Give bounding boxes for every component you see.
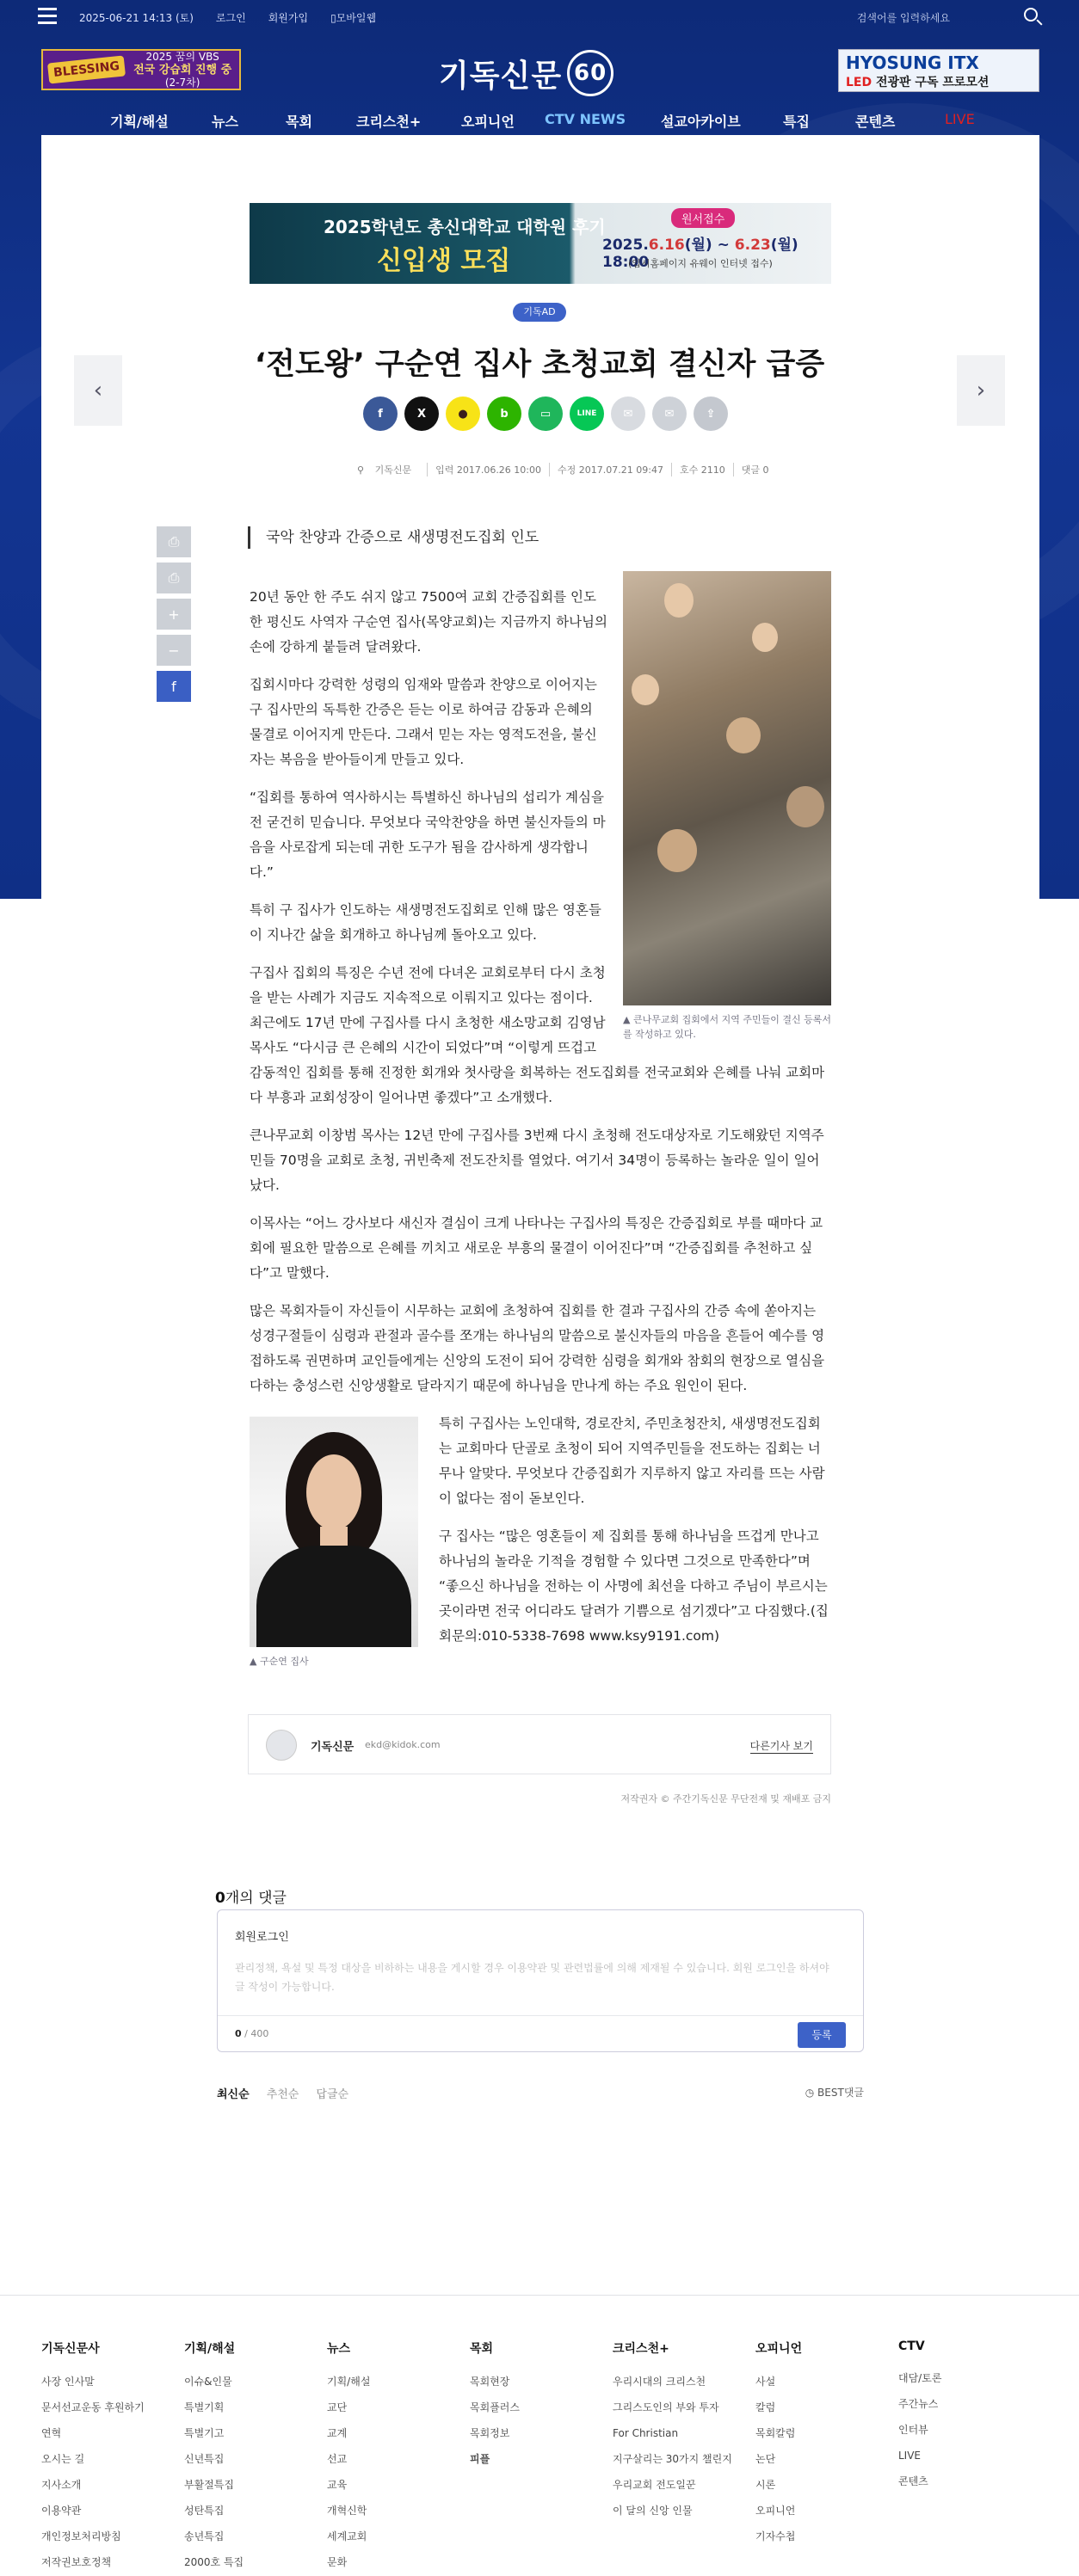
footer-link[interactable]: 교단 — [327, 2401, 348, 2413]
article-tools — [157, 526, 191, 707]
paragraph: 많은 목회자들이 자신들이 시무하는 교회에 초청하여 집회를 한 결과 구집사의 간증 속에 쏟아지는 성경구절들이 심령과 관절과 골수를 쪼개는 하나님의 말씀으로 불신자들의 마음을 흔들어 예수를 영접하도록 권면하며 교인들에게는 신앙의 도전이 되어 강력한 심령을 회개와 참회의 현장으로 열심을 다하는 충성스런 신앙생활로 달라지기 때문에 하나님을 만나게 하는 주요 원인이 된다. — [250, 1303, 825, 1393]
x-share-icon[interactable]: X — [404, 397, 439, 431]
footer-link[interactable]: 이 달의 신앙 인물 — [613, 2505, 693, 2517]
ad-line1: 2025 꿈의 VBS — [145, 50, 219, 63]
footer-link[interactable]: 시론 — [755, 2479, 776, 2491]
footer-link[interactable]: 성탄특집 — [184, 2505, 225, 2517]
blog-share-icon[interactable]: ▭ — [528, 397, 563, 431]
footer-heading[interactable]: 기독신문사 — [41, 2342, 100, 2356]
share-buttons — [363, 397, 728, 431]
footer-link[interactable]: 우리교회 전도일꾼 — [613, 2479, 696, 2491]
footer-link[interactable]: 논단 — [755, 2453, 776, 2465]
copyright-notice: 저작권자 © 주간기독신문 무단전재 및 재배포 금지 — [620, 1793, 831, 1804]
site-logo[interactable] — [439, 50, 613, 96]
author-email[interactable]: ekd@kidok.com — [365, 1739, 441, 1750]
article-body — [250, 585, 831, 1674]
footer-column — [755, 2339, 898, 2575]
footer-column — [470, 2339, 613, 2575]
nav-item[interactable]: LIVE — [945, 111, 975, 127]
email-share-icon[interactable]: ✉ — [611, 397, 645, 431]
meta-author-name: 기독신문 — [374, 464, 412, 476]
paragraph: 구집사 집회의 특징은 수년 전에 다녀온 교회로부터 다시 초청을 받는 사례가 지금도 지속적으로 이뤄지고 있다는 점이다. 최근에도 17년 만에 구집사를 다시 초청한 새소망교회 김영남 목사도 “다시금 큰 은혜의 시간이 되었다”며 “이렇게 뜨겁고 감동적인 집회를 통해 진정한 회개와 첫사랑을 회복하는 전도집회를 전국교회와 은혜를 나눠 교회마다 부흥과 교회성장이 일어나면 좋겠다”고 소개했다. — [250, 965, 825, 1105]
comment-title-suffix: 개의 댓글 — [225, 1890, 287, 1907]
footer-link[interactable]: 대담/토론 — [898, 2372, 942, 2384]
login-link[interactable]: 로그인 — [215, 12, 246, 24]
next-article-arrow-icon[interactable]: › — [957, 355, 1005, 426]
banner-pill: 원서접수 — [671, 208, 735, 228]
main-navigation — [110, 111, 975, 132]
article-subheading: 국악 찬양과 간증으로 새생명전도집회 인도 — [248, 526, 539, 549]
comment-sort-tabs — [217, 2085, 348, 2101]
logo-text: 기독신문 — [439, 58, 563, 94]
tab-replies[interactable]: 답글순 — [316, 2088, 349, 2101]
submit-comment-button[interactable]: 등록 — [798, 2022, 846, 2048]
footer-link[interactable]: 목회플러스 — [470, 2401, 520, 2413]
portrait-photo — [250, 1417, 418, 1647]
hamburger-menu-icon[interactable] — [38, 8, 57, 25]
footer-heading[interactable]: 크리스천+ — [613, 2342, 669, 2356]
banner-line1: 2025학년도 총신대학교 대학원 후기 — [324, 217, 606, 237]
article-photo-1[interactable] — [623, 571, 831, 1042]
meta-published: 입력 2017.06.26 10:00 — [427, 463, 549, 476]
paragraph: 이목사는 “어느 강사보다 새신자 결심이 크게 나타나는 구집사의 특징은 간증집회로 부를 때마다 교회에 필요한 말씀으로 은혜를 끼치고 새로운 부흥의 물결이 이어진다”며 “간증집회를 추천하고 싶다”고 말했다. — [250, 1215, 823, 1281]
footer-link[interactable]: 인터뷰 — [898, 2424, 928, 2436]
facebook-icon[interactable]: f — [157, 671, 191, 702]
footer-link[interactable]: 지구살리는 30가지 챌린지 — [613, 2453, 732, 2465]
footer-columns — [41, 2339, 1041, 2575]
nav-item[interactable]: 특집 — [783, 114, 810, 130]
footer-link[interactable]: 이용약관 — [41, 2505, 82, 2517]
share-icon[interactable]: ⇪ — [694, 397, 728, 431]
footer-link[interactable]: 선교 — [327, 2453, 348, 2465]
led-label: LED — [846, 76, 872, 89]
footer-column — [327, 2339, 470, 2575]
footer-link[interactable]: 세계교회 — [327, 2530, 367, 2542]
footer-column — [41, 2339, 184, 2575]
footer-link[interactable]: 우리시대의 크리스천 — [613, 2376, 706, 2388]
line-share-icon[interactable]: LINE — [570, 397, 604, 431]
footer-link[interactable]: 오시는 길 — [41, 2453, 85, 2465]
footer-heading[interactable]: 뉴스 — [327, 2342, 351, 2356]
footer-link[interactable]: 특별기획 — [184, 2401, 225, 2413]
footer-link[interactable]: For Christian — [613, 2427, 679, 2439]
footer-link[interactable]: 주간뉴스 — [898, 2398, 939, 2410]
footer-link[interactable]: 사장 인사말 — [41, 2376, 95, 2388]
footer-link[interactable]: 사설 — [755, 2376, 776, 2388]
meta-issue: 호수 2110 — [671, 463, 733, 476]
nav-item[interactable]: 콘텐츠 — [855, 114, 896, 130]
comments-title — [215, 1885, 287, 1907]
footer-link[interactable]: 피플 — [470, 2453, 490, 2465]
ad-right-subtitle — [846, 73, 989, 90]
nav-item[interactable]: 뉴스 — [212, 114, 238, 130]
comment-count: 0 — [215, 1890, 225, 1907]
footer-link[interactable]: 신년특집 — [184, 2453, 225, 2465]
footer-link[interactable]: 연혁 — [41, 2427, 62, 2439]
article-meta — [349, 463, 776, 476]
footer-link[interactable]: LIVE — [898, 2450, 922, 2462]
comment-form — [217, 1909, 864, 2052]
congregation-photo — [623, 571, 831, 1005]
ad-right-title: HYOSUNG ITX — [846, 52, 979, 73]
top-bar — [0, 0, 1079, 34]
footer-link[interactable]: 오피니언 — [755, 2505, 796, 2517]
category-badge[interactable]: 기독AD — [513, 303, 566, 322]
facebook-share-icon[interactable]: f — [363, 397, 398, 431]
band-share-icon[interactable]: b — [487, 397, 521, 431]
save-icon[interactable]: ⎙ — [157, 563, 191, 593]
paragraph: 큰나무교회 이창범 목사는 12년 만에 구집사를 3번째 다시 초청해 전도대상자로 기도해왔던 지역주민들 70명을 교회로 초청, 귀빈축제 전도잔치를 열었다. 여기서 34명이 등록하는 놀라운 일이 일어났다. — [250, 1128, 824, 1193]
tab-latest[interactable]: 최신순 — [217, 2088, 250, 2101]
ad-line2: 전국 강습회 진행 중 — [133, 63, 232, 77]
article-photo-2[interactable] — [250, 1417, 418, 1669]
anniversary-60-emblem: 60 — [567, 50, 613, 96]
mobile-web-label: 모바일웹 — [336, 12, 377, 24]
photo-2-caption: ▲ 구순연 집사 — [250, 1656, 309, 1667]
chongshin-admission-banner[interactable] — [250, 203, 831, 284]
banner-date: 2025.6.16(월) ~ 6.23(월) 18:00 — [602, 237, 798, 271]
divider — [218, 2015, 863, 2016]
nav-item[interactable]: CTV NEWS — [545, 111, 626, 127]
footer-link[interactable]: 개인정보처리방침 — [41, 2530, 121, 2542]
footer-link[interactable]: 콘텐츠 — [898, 2475, 928, 2487]
paragraph: 20년 동안 한 주도 쉬지 않고 7500여 교회 간증집회를 인도한 평신도 사역자 구순연 집사(목양교회)는 지금까지 하나님의 손에 강하게 붙들려 달려왔다. — [250, 589, 607, 655]
font-increase-icon[interactable]: + — [157, 599, 191, 630]
mobile-web-link[interactable]: ▯모바일웹 — [330, 12, 377, 24]
footer-link[interactable]: 칼럼 — [755, 2401, 776, 2413]
footer-link[interactable]: 기획/해설 — [327, 2376, 371, 2388]
footer-heading[interactable]: CTV — [898, 2339, 925, 2353]
mail-share-icon[interactable]: ✉ — [652, 397, 687, 431]
nav-item[interactable]: 설교아카이브 — [661, 114, 741, 130]
prev-article-arrow-icon[interactable]: ‹ — [74, 355, 122, 426]
meta-author: ⚲ 기독신문 — [349, 463, 427, 476]
font-decrease-icon[interactable]: − — [157, 635, 191, 666]
author-box — [248, 1714, 831, 1774]
best-comments-link[interactable]: ◷ BEST댓글 — [805, 2087, 864, 2099]
footer-column — [613, 2339, 755, 2575]
article-title: ‘전도왕’ 구순연 집사 초청교회 결신자 급증 — [254, 347, 825, 382]
footer-link[interactable]: 목회현장 — [470, 2376, 510, 2388]
member-login-link[interactable]: 회원로그인 — [235, 1931, 289, 1944]
footer-link[interactable]: 특별기고 — [184, 2427, 225, 2439]
footer-heading[interactable]: 오피니언 — [755, 2342, 803, 2356]
footer-link[interactable]: 목회칼럼 — [755, 2427, 796, 2439]
ad-line3: (2-7차) — [164, 76, 200, 89]
footer-link[interactable]: 교육 — [327, 2479, 348, 2491]
paragraph: 특히 구집사는 노인대학, 경로잔치, 주민초청잔치, 새생명전도집회는 교회마다 단골로 초청이 되어 지역주민들을 전도하는 집회는 너무나 알맞다. 무엇보다 간증집회가 지루하지 않고 자리를 뜨는 사람이 없다는 점이 돋보인다. — [439, 1416, 825, 1506]
nav-item[interactable]: 오피니언 — [461, 114, 515, 130]
footer-link[interactable]: 문서선교운동 후원하기 — [41, 2401, 145, 2413]
footer-link[interactable]: 저작권보호정책 — [41, 2556, 112, 2568]
banner-sub: (입시홈페이지 유웨이 인터넷 접수) — [628, 258, 773, 269]
footer-link[interactable]: 송년특집 — [184, 2530, 225, 2542]
hyosung-itx-ad[interactable] — [838, 49, 1039, 92]
footer-column — [898, 2339, 1041, 2575]
char-counter: 0 / 400 — [235, 2028, 269, 2039]
author-name: 기독신문 — [311, 1741, 355, 1754]
avatar — [266, 1730, 297, 1761]
photo-1-caption: ▲ 큰나무교회 집회에서 지역 주민들이 결신 등록서를 작성하고 있다. — [623, 1014, 831, 1040]
paragraph: 특히 구 집사가 인도하는 새생명전도집회로 인해 많은 영혼들이 지나간 삶을 회개하고 하나님께 돌아오고 있다. — [250, 902, 601, 943]
footer-heading[interactable]: 기획/해설 — [184, 2342, 236, 2356]
footer-link[interactable]: 기자수첩 — [755, 2530, 796, 2542]
footer-link[interactable]: 문화 — [327, 2556, 348, 2568]
current-date: 2025-06-21 14:13 (토) — [79, 12, 194, 24]
more-articles-link[interactable]: 다른기사 보기 — [749, 1740, 813, 1752]
signup-link[interactable]: 회원가입 — [268, 12, 309, 24]
comment-textarea[interactable]: 관리정책, 욕설 및 특정 대상을 비하하는 내용을 게시할 경우 이용약관 및 관련법률에 의해 제재될 수 있습니다. 회원 로그인을 하셔야 글 작성이 가능합니다. — [235, 1962, 829, 1993]
footer-link[interactable]: 지사소개 — [41, 2479, 82, 2491]
footer-link[interactable]: 부활절특집 — [184, 2479, 234, 2491]
banner-line2: 신입생 모집 — [377, 246, 511, 276]
footer-column — [184, 2339, 327, 2575]
search-icon[interactable] — [1024, 8, 1038, 22]
blessing-vbs-ad[interactable] — [41, 49, 241, 90]
footer-link[interactable]: 2000호 특집 — [184, 2556, 244, 2568]
nav-item[interactable]: 기획/해설 — [110, 114, 169, 130]
tab-recommended[interactable]: 추천순 — [266, 2088, 299, 2101]
ad-text — [133, 51, 231, 89]
footer-link[interactable]: 그리스도인의 부와 투자 — [613, 2401, 719, 2413]
footer-link[interactable]: 목회정보 — [470, 2427, 510, 2439]
paragraph: “집회를 통하여 역사하시는 특별하신 하나님의 섭리가 계심을 전 굳건히 믿습니다. 무엇보다 국악찬양을 하면 불신자들의 마음을 사로잡게 되는데 귀한 도구가 됨을 감사하게 생각합니다.” — [250, 790, 606, 880]
nav-item[interactable]: 목회 — [286, 114, 312, 130]
kakaotalk-share-icon[interactable]: ● — [446, 397, 480, 431]
footer-link[interactable]: 교계 — [327, 2427, 348, 2439]
nav-item[interactable]: 크리스천+ — [356, 114, 422, 130]
meta-updated: 수정 2017.07.21 09:47 — [549, 463, 671, 476]
paragraph: 집회시마다 강력한 성령의 임재와 말씀과 찬양으로 이어지는 구 집사만의 독특한 간증은 듣는 이로 하여금 감동과 은혜의 물결로 이어지게 만든다. 그래서 믿는 자는 영적도전을, 불신자는 복음을 받아들이게 만들고 있다. — [250, 677, 597, 767]
footer-heading[interactable]: 목회 — [470, 2342, 494, 2356]
print-icon[interactable]: ⎙ — [157, 526, 191, 557]
meta-comments[interactable]: 댓글 0 — [733, 463, 777, 476]
footer-link[interactable]: 개혁신학 — [327, 2505, 367, 2517]
paragraph: 구 집사는 “많은 영혼들이 제 집회를 통해 하나님을 뜨겁게 만나고 하나님의 놀라운 기적을 경험할 수 있다면 그것으로 만족한다”며 “좋으신 하나님을 전하는 이 사명에 최선을 다하고 주님이 부르시는 곳이라면 전국 어디라도 달려가 기쁨으로 섬기겠다”고 다짐했다.(집회문의:010-5338-7698 www.ksy9191.com) — [439, 1528, 829, 1644]
search-input[interactable]: 검색어를 입력하세요 — [856, 12, 950, 24]
ad-badge: BLESSING — [47, 55, 126, 83]
ad-right-text: 전광판 구독 프로모션 — [875, 76, 990, 89]
footer-link[interactable]: 이슈&인물 — [184, 2376, 232, 2388]
